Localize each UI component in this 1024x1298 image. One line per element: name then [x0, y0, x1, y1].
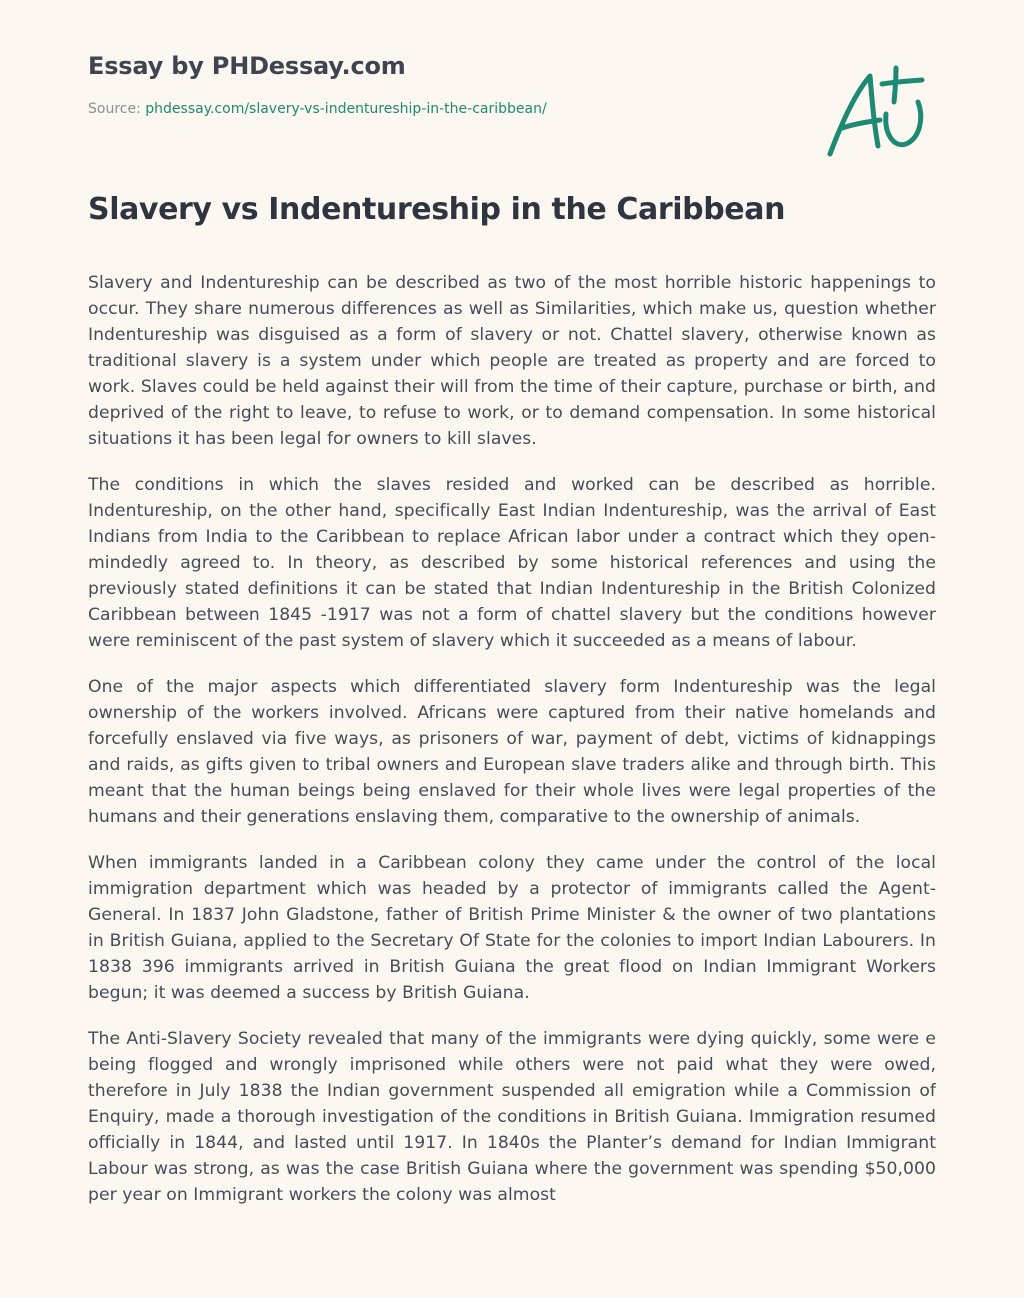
essay-title: Slavery vs Indentureship in the Caribbean [88, 192, 786, 227]
logo-letter-a-stroke [830, 76, 878, 154]
a-plus-logo-icon [820, 62, 932, 162]
logo-smile-curve [886, 102, 921, 145]
source-link[interactable]: phdessay.com/slavery-vs-indentureship-in-the-caribbean/ [145, 101, 547, 117]
essay-body [88, 270, 936, 1250]
essay-paragraph: Slavery and Indentureship can be described as two of the most horrible historic happenings to occur. They share numerous differences as well as Similarities, which make us, question whether Indentureship was disguised as a form of slavery or not. Chattel slavery, otherwise known as traditional slavery is a system under which people are treated as property and are forced to work. Slaves could be held against their will from the time of their capture, purchase or birth, and deprived of the right to leave, to refuse to work, or to demand compensation. In some historical situations it has been legal for owners to kill slaves. [88, 273, 936, 449]
source-label: Source: [88, 101, 141, 117]
essay-paragraph: One of the major aspects which differentiated slavery form Indentureship was the legal ownership of the workers involved. Africans were captured from their native homelands and forcefully enslaved via five ways, as prisoners of war, payment of debt, victims of kidnappings and raids, as gifts given to tribal owners and European slave traders alike and through birth. This meant that the human beings being enslaved for their whole lives were legal properties of the humans and their generations enslaving them, comparative to the ownership of animals. [88, 677, 936, 827]
essay-paragraph: The Anti-Slavery Society revealed that many of the immigrants were dying quickly, some were e being flogged and wrongly imprisoned while others were not paid what they were owed, therefore in July 1838 the Indian government suspended all emigration while a Commission of Enquiry, made a thorough investigation of the conditions in British Guiana. Immigration resumed officially in 1844, and lasted until 1917. In 1840s the Planter’s demand for Indian Immigrant Labour was strong, as was the case British Guiana where the government was spending $50,000 per year on Immigrant workers the colony was almost [88, 1029, 936, 1205]
logo-plus-horizontal [882, 80, 922, 84]
essay-paragraph: The conditions in which the slaves resided and worked can be described as horrible. Indentureship, on the other hand, specifically East Indian Indentureship, was the arrival of East Indians from India to the Caribbean to replace African labor under a contract which they open-mindedly agreed to. In theory, as described by some historical references and using the previously stated definitions it can be stated that Indian Indentureship in the British Colonized Caribbean between 1845 -1917 was not a form of chattel slavery but the conditions however were reminiscent of the past system of slavery which it succeeded as a means of labour. [88, 475, 936, 651]
brand-title: Essay by PHDessay.com [88, 52, 406, 80]
essay-paragraph: When immigrants landed in a Caribbean colony they came under the control of the local immigration department which was headed by a protector of immigrants called the Agent-General. In 1837 John Gladstone, father of British Prime Minister & the owner of two plantations in British Guiana, applied to the Secretary Of State for the colonies to import Indian Labourers. In 1838 396 immigrants arrived in British Guiana the great flood on Indian Immigrant Workers begun; it was deemed a success by British Guiana. [88, 853, 936, 1003]
document-header [88, 50, 948, 118]
logo-plus-vertical [894, 68, 896, 102]
source-line [88, 100, 948, 118]
